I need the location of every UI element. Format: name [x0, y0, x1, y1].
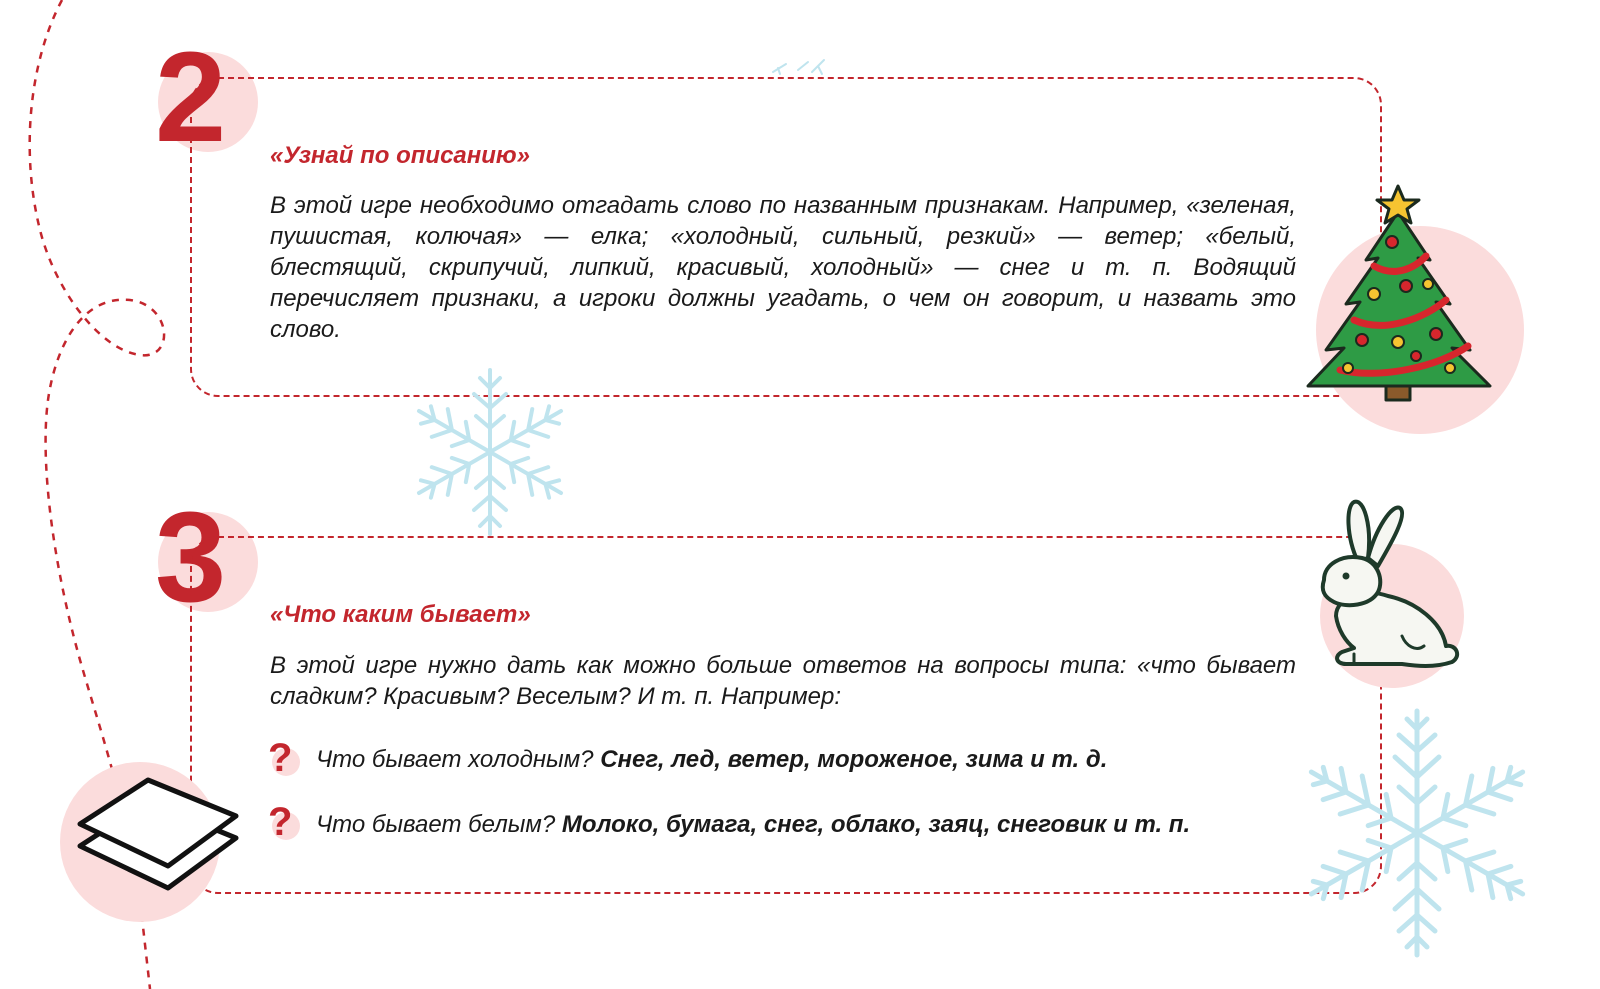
section-title: «Узнай по описанию» [270, 142, 531, 169]
snowflake-icon [768, 56, 828, 78]
question-row [316, 811, 1190, 839]
section-body: В этой игре нужно дать как можно больше ответов на вопросы типа: «что бывает сладким? Красивым? Веселым? И т. п. Например: [270, 652, 1296, 710]
paper-sheets-icon [72, 764, 244, 900]
section-title: «Что каким бывает» [270, 601, 531, 628]
rabbit-icon [1306, 496, 1466, 680]
section-body: В этой игре необходимо отгадать слово по названным признакам. Например, «зеленая, пушистая, колючая» — елка; «холодный, сильный, резкий» — ветер; «белый, блестящий, скрипучий, липкий, красивый, холодный» — снег и т. п. Водящий перечисляет признаки, а игроки должны угадать, о чем он говорит, и назвать это слово. [270, 192, 1296, 343]
answer-text: Снег, лед, ветер, мороженое, зима и т. д. [600, 746, 1108, 773]
snowflake-icon [400, 362, 580, 542]
question-text: Что бывает белым? [316, 811, 562, 838]
question-mark-icon: ? [268, 742, 302, 786]
question-mark-icon: ? [268, 806, 302, 850]
answer-text: Молоко, бумага, снег, облако, заяц, снеговик и т. п. [561, 811, 1191, 838]
snowflake-icon [1286, 702, 1548, 964]
question-text: Что бывает холодным? [316, 746, 601, 773]
section-card [190, 536, 1382, 894]
christmas-tree-icon [1300, 182, 1496, 412]
question-row [316, 746, 1107, 774]
section-number: 3 [155, 486, 225, 629]
section-number: 2 [155, 26, 225, 169]
